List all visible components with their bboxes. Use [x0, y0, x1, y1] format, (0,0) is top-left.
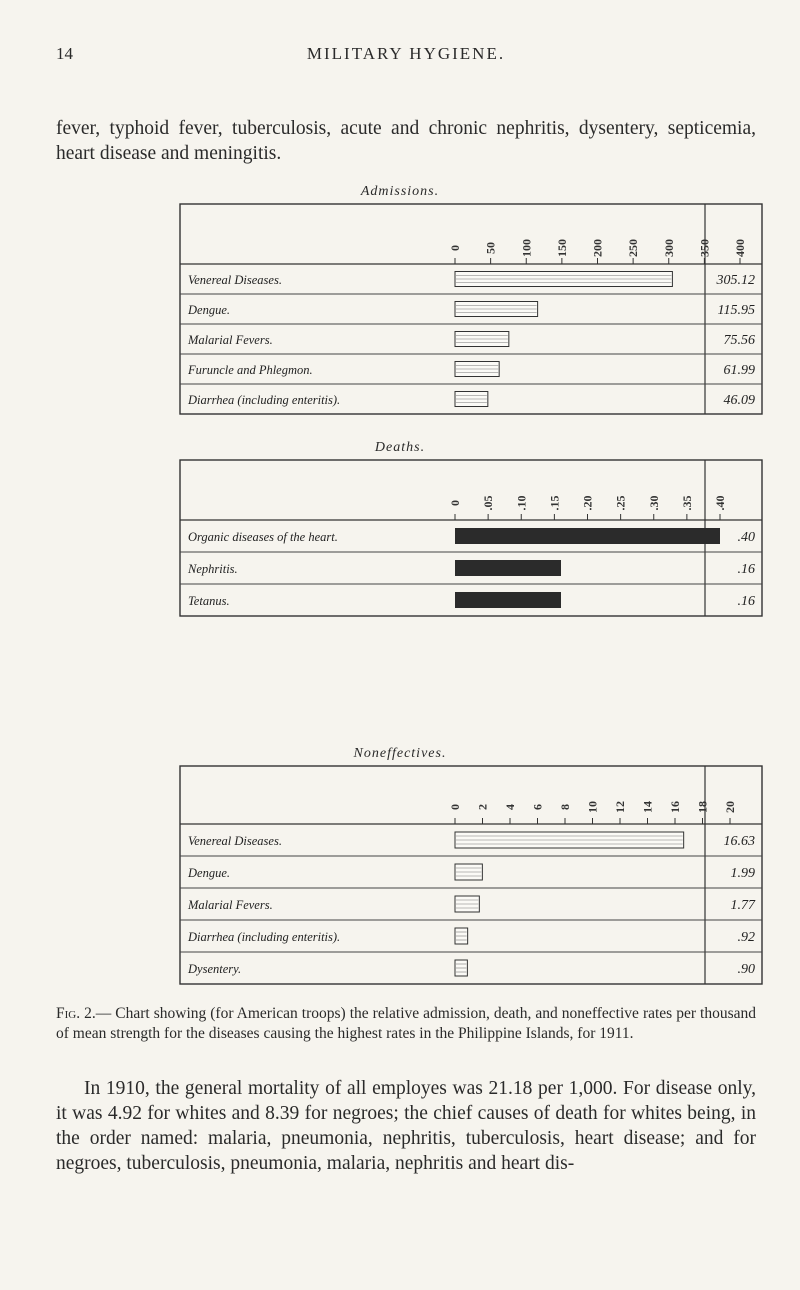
tick-label: 6 [530, 804, 545, 810]
value-label: .16 [737, 594, 755, 609]
value-label: 1.99 [730, 866, 755, 881]
category-label: Diarrhea (including enteritis). [188, 930, 341, 944]
value-label: 1.77 [730, 898, 755, 913]
tick-label: .10 [514, 495, 529, 511]
tick-label: 200 [590, 239, 605, 257]
value-label: .90 [737, 962, 755, 977]
tick-label: .40 [713, 495, 727, 511]
tick-label: .20 [580, 495, 595, 511]
running-head: MILITARY HYGIENE. [306, 44, 506, 63]
caption-text: — Chart showing (for American troops) the relative admission, death, and noneffective rates per thousand of mean strength for the diseases causing the highest rates in the Philippine Islands, for 1911. [56, 1005, 756, 1042]
value-label: 46.09 [723, 393, 755, 408]
tick-label: 16 [668, 801, 682, 813]
bar [455, 560, 561, 576]
tick-label: 150 [554, 239, 569, 257]
tick-label: 18 [695, 801, 710, 813]
tick-label: 4 [503, 804, 517, 810]
tick-label: 300 [661, 239, 676, 257]
tick-label: 0 [448, 804, 462, 810]
category-label: Malarial Fevers. [188, 898, 273, 912]
value-label: 305.12 [716, 273, 755, 288]
bar [455, 528, 720, 544]
tick-label: 14 [640, 801, 655, 813]
tick-label: .15 [547, 495, 562, 511]
category-label: Venereal Diseases. [188, 273, 282, 287]
tick-label: .30 [646, 495, 661, 511]
tick-label: 8 [558, 804, 572, 810]
chart-title-noneffectives: Noneffectives. [353, 746, 447, 761]
tick-label: 2 [475, 804, 490, 810]
tick-label: 12 [613, 801, 627, 813]
category-label: Diarrhea (including enteritis). [188, 393, 341, 407]
value-label: 61.99 [723, 363, 755, 378]
category-label: Nephritis. [188, 562, 238, 576]
category-label: Furuncle and Phlegmon. [188, 363, 313, 377]
category-label: Venereal Diseases. [188, 834, 282, 848]
tick-label: 0 [448, 245, 462, 251]
caption-label: Fig. 2. [56, 1005, 96, 1022]
tick-label: 350 [697, 239, 712, 257]
tick-label: 100 [519, 239, 534, 257]
body-text: In 1910, the general mortality of all employes was 21.18 per 1,000. For disease only, it was 4.92 for whites and 8.39 for negroes; the chief causes of death for whites being, in the order named: malaria, pneumonia, nephritis, tuberculosis, heart disease; and for negroes, tuberculosis, pneumonia, malaria, nephritis and heart dis- [56, 1078, 756, 1174]
page-number: 14 [56, 44, 73, 63]
category-label: Organic diseases of the heart. [188, 530, 338, 544]
chart-title-deaths: Deaths. [374, 440, 426, 455]
value-label: 16.63 [723, 834, 755, 849]
tick-label: 250 [626, 239, 641, 257]
value-label: 75.56 [723, 333, 755, 348]
body-paragraph [56, 1076, 756, 1176]
bar [455, 592, 561, 608]
tick-label: 400 [733, 239, 747, 257]
tick-label: .25 [613, 495, 628, 511]
category-label: Dengue. [188, 866, 230, 880]
tick-label: 50 [483, 242, 498, 254]
category-label: Malarial Fevers. [188, 333, 273, 347]
tick-label: 10 [585, 801, 600, 813]
intro-paragraph: fever, typhoid fever, tuberculosis, acute and chronic nephritis, dysentery, septicemia, heart disease and meningitis. [56, 118, 756, 164]
tick-label: .35 [679, 495, 694, 511]
value-label: 115.95 [717, 303, 755, 318]
category-label: Dysentery. [188, 962, 242, 976]
value-label: .16 [737, 562, 755, 577]
figure-caption [56, 1004, 756, 1044]
category-label: Dengue. [188, 303, 230, 317]
tick-label: .05 [481, 495, 496, 511]
tick-label: 20 [723, 801, 737, 813]
category-label: Tetanus. [188, 594, 230, 608]
value-label: .40 [737, 530, 755, 545]
value-label: .92 [737, 930, 755, 945]
chart-title-admissions: Admissions. [360, 184, 440, 199]
tick-label: 0 [448, 500, 462, 506]
